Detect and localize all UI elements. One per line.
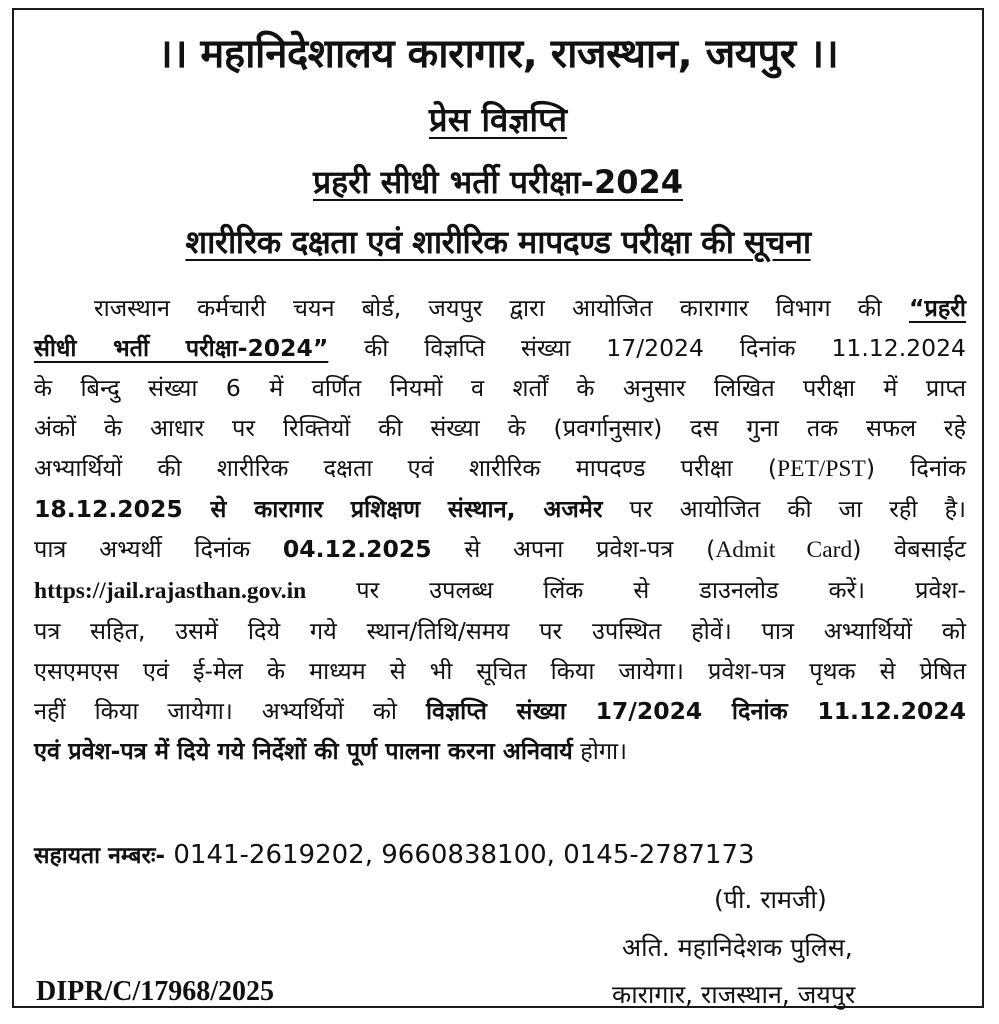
- helpline: [34, 838, 755, 870]
- dipr-reference: DIPR/C/17968/2025: [36, 976, 274, 1007]
- notice-line: [34, 570, 966, 611]
- notice-line: [34, 448, 966, 489]
- text-run: सीधी भर्ती परीक्षा-2024”: [34, 334, 329, 362]
- text-run: “प्रहरी: [909, 294, 966, 322]
- text-run: PET/PST: [777, 456, 866, 482]
- text-run: राजस्थान कर्मचारी चयन बोर्ड, जयपुर द्वारा आयोजित कारागार विभाग की: [94, 294, 909, 322]
- text-run: एवं प्रवेश-पत्र में दिये गये निर्देशों की पूर्ण पालना करना अनिवार्य: [34, 737, 573, 765]
- notice-line: [34, 328, 966, 368]
- notice-subject: शारीरिक दक्षता एवं शारीरिक मापदण्ड परीक्षा की सूचना: [185, 223, 811, 261]
- notice-line: [34, 731, 966, 771]
- text-run: 04.12.2025: [282, 535, 432, 563]
- signatory-name: (पी. रामजी): [714, 885, 827, 914]
- notice-line: [34, 489, 966, 529]
- notice-line: [34, 611, 966, 651]
- website-link[interactable]: https://jail.rajasthan.gov.in: [34, 578, 307, 604]
- text-run: पर उपलब्ध लिंक से डाउनलोड करें। प्रवेश-: [306, 576, 966, 604]
- notice-line: [34, 408, 966, 448]
- text-run: की विज्ञप्ति संख्या 17/2024 दिनांक 11.12.2024: [328, 334, 966, 362]
- text-run: से अपना प्रवेश-पत्र (: [431, 535, 716, 563]
- text-run: एसएमएस एवं ई-मेल के माध्यम से भी सूचित किया जायेगा। प्रवेश-पत्र पृथक से प्रेषित: [34, 657, 966, 685]
- notice-line: [34, 368, 966, 408]
- text-run: होगा।: [572, 737, 628, 765]
- notice-line: [34, 529, 966, 570]
- text-run: ) वेबसाईट: [852, 535, 966, 563]
- office-heading: ।। महानिदेशालय कारागार, राजस्थान, जयपुर ।।: [157, 31, 839, 77]
- exam-title: प्रहरी सीधी भर्ती परीक्षा-2024: [312, 163, 684, 201]
- text-run: के बिन्दु संख्या 6 में वर्णित नियमों व शर्तों के अनुसार लिखित परीक्षा में प्राप्त: [34, 374, 966, 402]
- press-release-title: प्रेस विज्ञप्ति: [428, 100, 568, 139]
- notice-line: [34, 651, 966, 691]
- text-run: पर आयोजित की जा रही है।: [602, 495, 966, 523]
- text-run: ) दिनांक: [865, 454, 966, 482]
- signatory-office: कारागार, राजस्थान, जयपुर: [612, 980, 856, 1009]
- text-run: अभ्यार्थियों की शारीरिक दक्षता एवं शारीरिक मापदण्ड परीक्षा (: [34, 454, 778, 482]
- signatory-designation: अति. महानिदेशक पुलिस,: [622, 933, 853, 962]
- text-run: अंकों के आधार पर रिक्तियों की संख्या के (प्रवर्गानुसार) दस गुना तक सफल रहे: [34, 414, 966, 442]
- helpline-label: सहायता नम्बरः-: [34, 843, 166, 869]
- text-run: नहीं किया जायेगा। अभ्यर्थियों को: [34, 697, 426, 725]
- notice-body: [34, 288, 966, 771]
- text-run: 18.12.2025 से कारागार प्रशिक्षण संस्थान, अजमेर: [34, 495, 603, 523]
- helpline-numbers: 0141-2619202, 9660838100, 0145-2787173: [173, 840, 755, 870]
- notice-line: [34, 691, 966, 731]
- text-run: पत्र सहित, उसमें दिये गये स्थान/तिथि/समय पर उपस्थित होवें। पात्र अभ्यार्थियों को: [34, 617, 966, 645]
- text-run: विज्ञप्ति संख्या 17/2024 दिनांक 11.12.2024: [425, 697, 967, 725]
- notice-line: [34, 288, 966, 328]
- text-run: Admit Card: [715, 537, 853, 563]
- press-release-document: [12, 8, 984, 1008]
- text-run: पात्र अभ्यर्थी दिनांक: [34, 535, 283, 563]
